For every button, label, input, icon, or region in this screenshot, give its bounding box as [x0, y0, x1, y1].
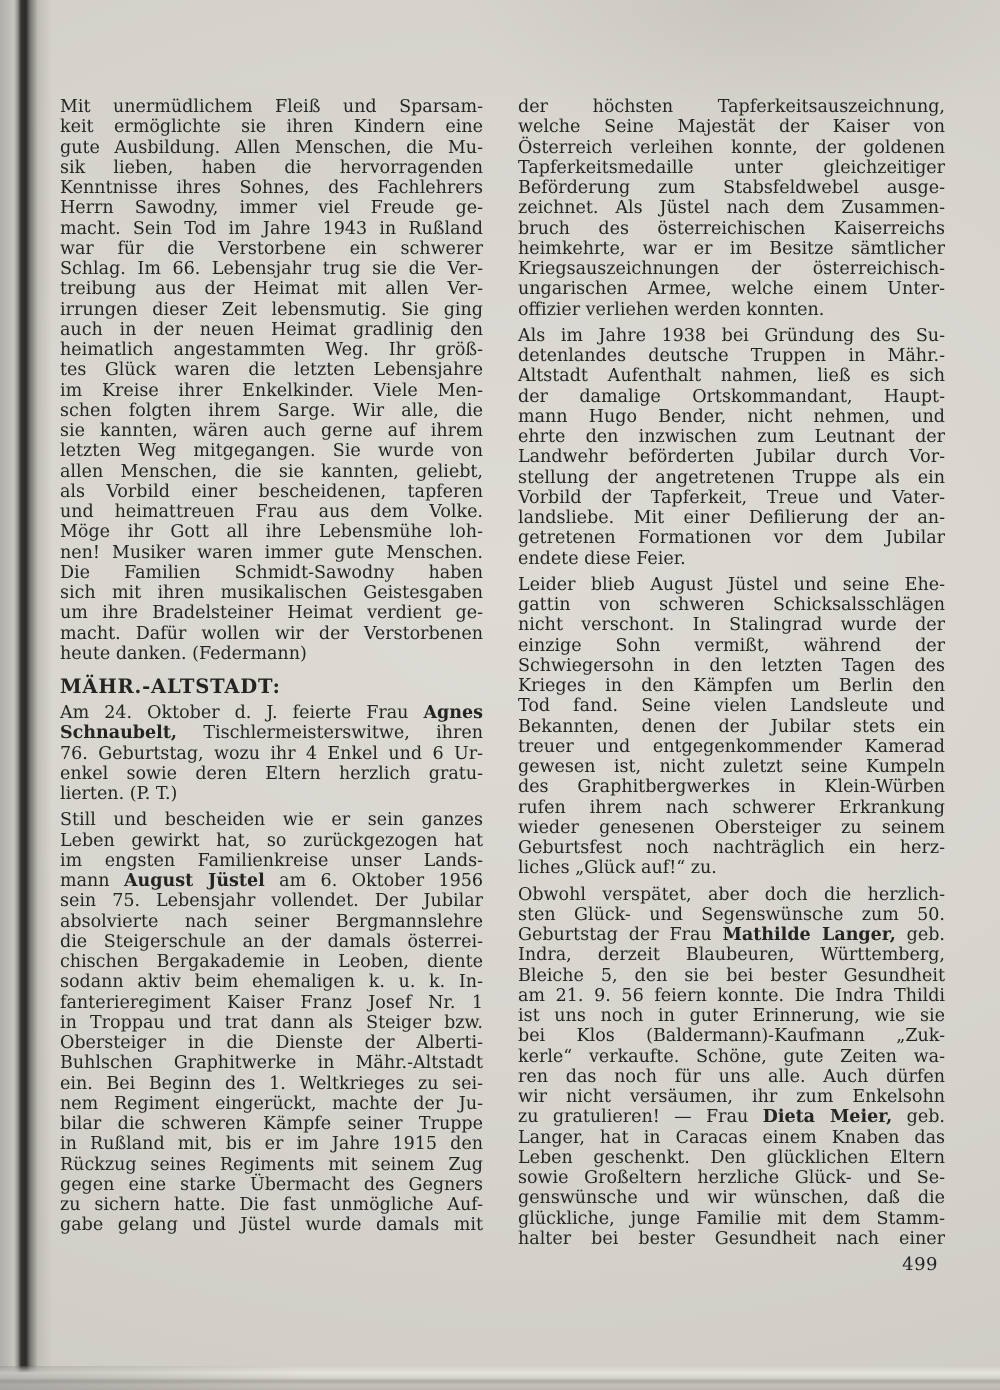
text-line: Buhlschen Graphitwerke in Mähr.-Altstadt [60, 1053, 483, 1074]
text-line: nem Regiment eingerückt, machte der Ju- [60, 1093, 483, 1114]
text-line: im Kreise ihrer Enkelkinder. Viele Men- [60, 380, 483, 401]
book-binding-shadow [0, 0, 52, 1374]
text-line: gegen eine starke Übermacht des Gegners [60, 1174, 483, 1195]
text-line: um ihre Bradelsteiner Heimat verdient ge- [60, 603, 483, 624]
text-line: auch in der neuen Heimat gradlinig den [60, 319, 483, 340]
text-line: Krieges in den Kämpfen um Berlin den [518, 676, 945, 696]
page-bottom-edge [0, 1366, 1000, 1390]
text-line: fanterieregiment Kaiser Franz Josef Nr. 1 [60, 992, 483, 1013]
text-line: Altstadt Aufenthalt nahmen, ließ es sich [518, 366, 945, 387]
text-line: in Rußland mit, bis er im Jahre 1915 den [60, 1134, 483, 1155]
text-line: Langer, hat in Caracas einem Knaben das [518, 1127, 945, 1148]
text-line: macht. Sein Tod im Jahre 1943 in Rußland [60, 218, 483, 239]
text-line: getretenen Formationen vor dem Jubilar [518, 528, 945, 549]
text-line: Österreich verleihen konnte, der goldenen [518, 137, 945, 158]
text-line: Als im Jahre 1938 bei Gründung des Su- [518, 325, 945, 346]
text-line: des Graphitbergwerkes in Klein-Würben [518, 777, 945, 798]
text-line: gabe gelang und Jüstel wurde damals mit [60, 1215, 483, 1236]
section-heading: MÄHR.-ALTSTADT: [60, 675, 281, 698]
text-line: Beförderung zum Stabsfeldwebel ausge- [518, 178, 945, 198]
text-line: letzten Weg mitgegangen. Sie wurde von [60, 441, 483, 462]
text-line: Leider blieb August Jüstel und seine Ehe- [518, 574, 945, 595]
text-line: im engsten Familienkreise unser Lands- [60, 850, 483, 871]
text-line: rufen ihrem nach schwerer Erkrankung [518, 797, 945, 818]
text-line: heimkehrte, war er im Besitze sämtlicher [518, 238, 945, 259]
text-line: Landwehr beförderten Jubilar durch Vor- [518, 447, 945, 468]
text-line: Bekannten, denen der Jubilar stets ein [518, 716, 945, 737]
text-line: glückliche, junge Familie mit dem Stamm- [518, 1208, 945, 1229]
text-line: sodann aktiv beim ehemaligen k. u. k. In- [60, 972, 483, 993]
text-line: kerle“ verkaufte. Schöne, gute Zeiten wa- [518, 1046, 945, 1067]
text-line: absolvierte nach seiner Bergmannslehre [60, 911, 483, 932]
text-line: gute Ausbildung. Allen Menschen, die Mu- [60, 137, 483, 158]
text-line: tes Glück waren die letzten Lebensjahre [60, 360, 483, 381]
text-line: welche Seine Majestät der Kaiser von [518, 117, 945, 138]
text-line: offizier verliehen werden konnten. [518, 299, 825, 320]
text-line: Möge ihr Gott all ihre Lebensmühe loh- [60, 522, 483, 543]
text-line: mann August Jüstel am 6. Oktober 1956 [60, 871, 483, 891]
text-line: sein 75. Lebensjahr vollendet. Der Jubilar [60, 891, 483, 912]
paragraph [518, 885, 945, 1250]
text-line: Bleiche 5, den sie bei bester Gesundheit [518, 965, 945, 986]
text-line: am 21. 9. 56 feiern konnte. Die Indra Thildi [518, 985, 945, 1006]
text-line: nen! Musiker waren immer gute Menschen. [60, 542, 483, 563]
paragraph [518, 97, 945, 320]
text-line: wir nicht versäumen, ihr zum Enkelsohn [518, 1087, 945, 1107]
text-line: keit ermöglichte sie ihren Kindern eine [60, 117, 483, 138]
text-line: sie kannten, wären auch gerne auf ihrem [60, 421, 483, 441]
text-line: nicht verschont. In Stalingrad wurde der [518, 615, 945, 636]
text-line: zu gratulieren! — Frau Dieta Meier, geb. [518, 1107, 945, 1128]
text-line: ungarischen Armee, welche einem Unter- [518, 279, 945, 300]
text-line: Herrn Sawodny, immer viel Freude ge- [60, 198, 483, 219]
text-line: Leben geschenkt. Den glücklichen Eltern [518, 1147, 945, 1168]
paragraph [60, 703, 483, 804]
text-line: sten Glück- und Segenswünsche zum 50. [518, 904, 945, 925]
text-line: halter bei bester Gesundheit nach einer [518, 1228, 945, 1249]
text-line: Still und bescheiden wie er sein ganzes [60, 810, 483, 831]
text-line: Leben gewirkt hat, so zurückgezogen hat [60, 830, 483, 851]
text-line: ist uns noch in guter Erinnerung, wie sie [518, 1006, 945, 1026]
left-column [60, 97, 483, 1242]
text-line: macht. Dafür wollen wir der Verstorbenen [60, 623, 483, 644]
text-line: Mit unermüdlichem Fleiß und Sparsam- [60, 97, 483, 117]
right-column [518, 97, 945, 1255]
text-line: ein. Bei Beginn des 1. Weltkrieges zu sei- [60, 1073, 483, 1094]
text-line: war für die Verstorbene ein schwerer [60, 238, 483, 259]
text-line: mann Hugo Bender, nicht nehmen, und [518, 406, 945, 427]
text-line: enkel sowie deren Eltern herzlich gratu- [60, 763, 483, 784]
text-line: Schlag. Im 66. Lebensjahr trug sie die Ver- [60, 259, 483, 279]
text-line: Kriegsauszeichnungen der österreichisch- [518, 259, 945, 279]
text-line: allen Menschen, die sie kannten, geliebt, [60, 461, 483, 482]
text-line: detenlandes deutsche Truppen in Mähr.- [518, 346, 945, 366]
text-line: Schnaubelt, Tischlermeisterswitwe, ihren [60, 723, 483, 744]
text-line: sik lieben, haben die hervorragenden [60, 157, 483, 178]
text-line: einzige Sohn vermißt, während der [518, 635, 945, 656]
text-line: treibung aus der Heimat mit allen Ver- [60, 279, 483, 300]
text-line: Schwiegersohn in den letzten Tagen des [518, 655, 945, 676]
text-line: bruch des österreichischen Kaiserreichs [518, 218, 945, 239]
text-line: Obersteiger in die Dienste der Alberti- [60, 1033, 483, 1053]
text-line: lierten. (P. T.) [60, 784, 178, 804]
text-line: gattin von schweren Schicksalsschlägen [518, 595, 945, 615]
text-line: Am 24. Oktober d. J. feierte Frau Agnes [60, 703, 483, 723]
text-line: ehrte den inzwischen zum Leutnant der [518, 427, 945, 447]
text-line: wieder genesenen Obersteiger zu seinem [518, 817, 945, 838]
text-line: genswünsche und wir wünschen, daß die [518, 1188, 945, 1209]
text-line: Rückzug seines Regiments mit seinem Zug [60, 1154, 483, 1175]
text-line: zeichnet. Als Jüstel nach dem Zusammen- [518, 198, 945, 219]
text-line: sich mit ihren musikalischen Geistesgaben [60, 583, 483, 603]
text-line: der damalige Ortskommandant, Haupt- [518, 386, 945, 407]
text-line: ren das noch für uns alle. Auch dürfen [518, 1066, 945, 1087]
text-line: und heimattreuen Frau aus dem Volke. [60, 502, 483, 522]
text-line: zu sichern hatte. Die fast unmögliche Auf- [60, 1195, 483, 1215]
text-line: Geburtstag der Frau Mathilde Langer, geb. [518, 925, 945, 945]
paragraph [518, 326, 945, 569]
text-line: bei Klos (Baldermann)-Kaufmann „Zuk- [518, 1026, 945, 1047]
text-line: 76. Geburtstag, wozu ihr 4 Enkel und 6 Ur- [60, 743, 483, 764]
text-line: liches „Glück auf!“ zu. [518, 858, 717, 879]
text-line: bilar die schweren Kämpfe seiner Truppe [60, 1114, 483, 1134]
text-line: Vorbild der Tapferkeit, Treue und Vater- [518, 487, 945, 508]
text-line: treuer und entgegenkommender Kamerad [518, 736, 945, 757]
text-line: endete diese Feier. [518, 548, 686, 569]
text-line: stellung der angetretenen Truppe als ein [518, 467, 945, 488]
text-line: Indra, derzeit Blaubeuren, Württemberg, [518, 945, 945, 966]
text-line: Geburtsfest noch nachträglich ein herz- [518, 838, 945, 858]
text-line: landsliebe. Mit einer Defilierung der an- [518, 508, 945, 528]
text-line: der höchsten Tapferkeitsauszeichnung, [518, 97, 945, 117]
text-line: chischen Bergakademie in Leoben, diente [60, 952, 483, 972]
text-line: als Vorbild einer bescheidenen, tapferen [60, 481, 483, 502]
text-line: heimatlich angestammten Weg. Ihr größ- [60, 340, 483, 360]
text-line: Die Familien Schmidt-Sawodny haben [60, 562, 483, 583]
page-number: 499 [902, 1254, 938, 1275]
paragraph [518, 575, 945, 879]
text-line: Obwohl verspätet, aber doch die herzlich- [518, 884, 945, 905]
paragraph [60, 810, 483, 1235]
text-line: Kenntnisse ihres Sohnes, des Fachlehrers [60, 178, 483, 198]
text-line: schen folgten ihrem Sarge. Wir alle, die [60, 400, 483, 421]
text-line: irrungen dieser Zeit lebensmutig. Sie ging [60, 299, 483, 320]
text-line: Tod fand. Seine vielen Landsleute und [518, 696, 945, 717]
text-line: Tapferkeitsmedaille unter gleichzeitiger [518, 157, 945, 178]
text-line: in Troppau und trat dann als Steiger bzw. [60, 1012, 483, 1033]
text-line: heute danken. (Federmann) [60, 643, 307, 664]
text-line: die Steigerschule an der damals österrei- [60, 931, 483, 952]
text-line: sowie Großeltern herzliche Glück- und Se- [518, 1168, 945, 1188]
text-line: gewesen ist, nicht zuletzt seine Kumpeln [518, 757, 945, 777]
paragraph [60, 97, 483, 664]
